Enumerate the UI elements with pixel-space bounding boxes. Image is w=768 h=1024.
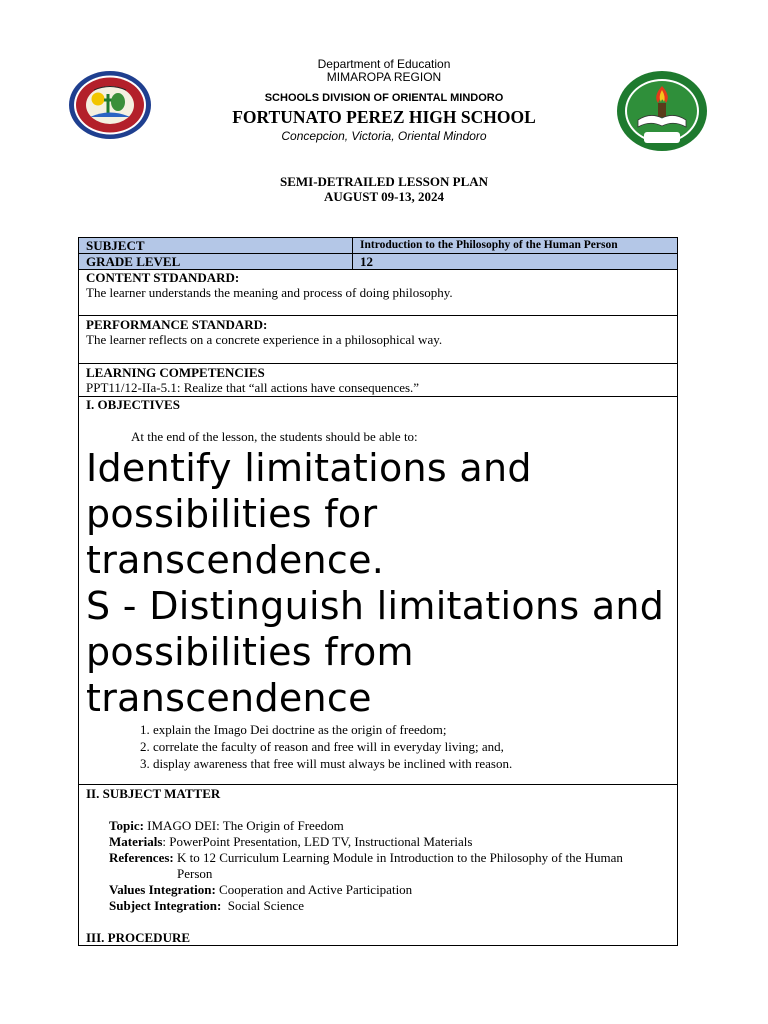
grade-level-label: GRADE LEVEL — [79, 254, 353, 270]
procedure-heading: III. PROCEDURE — [86, 930, 191, 945]
objectives-intro: At the end of the lesson, the students should be able to: — [131, 429, 418, 444]
objective-big-text-1: Identify limitations and possibilities for transcendence. — [86, 446, 532, 582]
objectives-cell — [79, 397, 678, 785]
subject-integration-row — [109, 898, 670, 914]
document-title: SEMI-DETRAILED LESSON PLAN — [279, 174, 489, 189]
learning-competencies-cell — [79, 364, 678, 397]
topic-value: IMAGO DEI: The Origin of Freedom — [147, 818, 344, 833]
materials-value: : PowerPoint Presentation, LED TV, Instructional Materials — [162, 834, 473, 849]
performance-standard-label: PERFORMANCE STANDARD: — [86, 317, 268, 332]
performance-standard-text: The learner reflects on a concrete experience in a philosophical way. — [86, 332, 443, 347]
subject-integration-label: Subject Integration: — [109, 898, 222, 913]
school-name: FORTUNATO PEREZ HIGH SCHOOL — [232, 107, 536, 127]
school-address: Concepcion, Victoria, Oriental Mindoro — [281, 129, 487, 143]
materials-row — [109, 834, 670, 850]
subject-value: Introduction to the Philosophy of the Human Person — [353, 238, 678, 254]
lesson-plan-table — [78, 237, 678, 946]
materials-label: Materials — [109, 834, 163, 849]
subject-label: SUBJECT — [79, 238, 353, 254]
division-name: SCHOOLS DIVISION OF ORIENTAL MINDORO — [264, 92, 504, 104]
objective-item: 3. display awareness that free will must always be inclined with reason. — [153, 755, 670, 772]
values-integration-row — [109, 882, 670, 898]
objective-item: 1. explain the Imago Dei doctrine as the origin of freedom; — [153, 721, 670, 738]
grade-level-value: 12 — [353, 254, 678, 270]
objectives-list — [86, 721, 670, 772]
topic-label: Topic: — [109, 818, 144, 833]
content-standard-cell — [79, 270, 678, 316]
learning-competencies-label: LEARNING COMPETENCIES — [86, 365, 265, 380]
content-standard-text: The learner understands the meaning and process of doing philosophy. — [86, 285, 453, 300]
references-row — [109, 850, 670, 882]
content-standard-label: CONTENT STDANDARD: — [86, 270, 240, 285]
subject-matter-cell — [79, 785, 678, 946]
objective-item: 2. correlate the faculty of reason and free will in everyday living; and, — [153, 738, 670, 755]
document-date: AUGUST 09-13, 2024 — [323, 189, 445, 204]
objectives-heading: I. OBJECTIVES — [86, 397, 180, 412]
topic-row — [109, 818, 670, 834]
references-value: K to 12 Curriculum Learning Module in Introduction to the Philosophy of the Human Person — [176, 850, 623, 881]
subject-matter-heading: II. SUBJECT MATTER — [86, 786, 221, 801]
values-integration-label: Values Integration: — [109, 882, 216, 897]
performance-standard-cell — [79, 316, 678, 364]
subject-integration-value: Social Science — [227, 898, 304, 913]
values-integration-value: Cooperation and Active Participation — [219, 882, 413, 897]
region-name: MIMAROPA REGION — [326, 70, 442, 84]
learning-competencies-text: PPT11/12-IIa-5.1: Realize that “all actions have consequences.” — [86, 380, 420, 395]
department-name: Department of Education — [317, 57, 451, 71]
references-label: References: — [109, 850, 174, 865]
objective-big-text-2: S - Distinguish limitations and possibilities from transcendence — [86, 584, 665, 720]
